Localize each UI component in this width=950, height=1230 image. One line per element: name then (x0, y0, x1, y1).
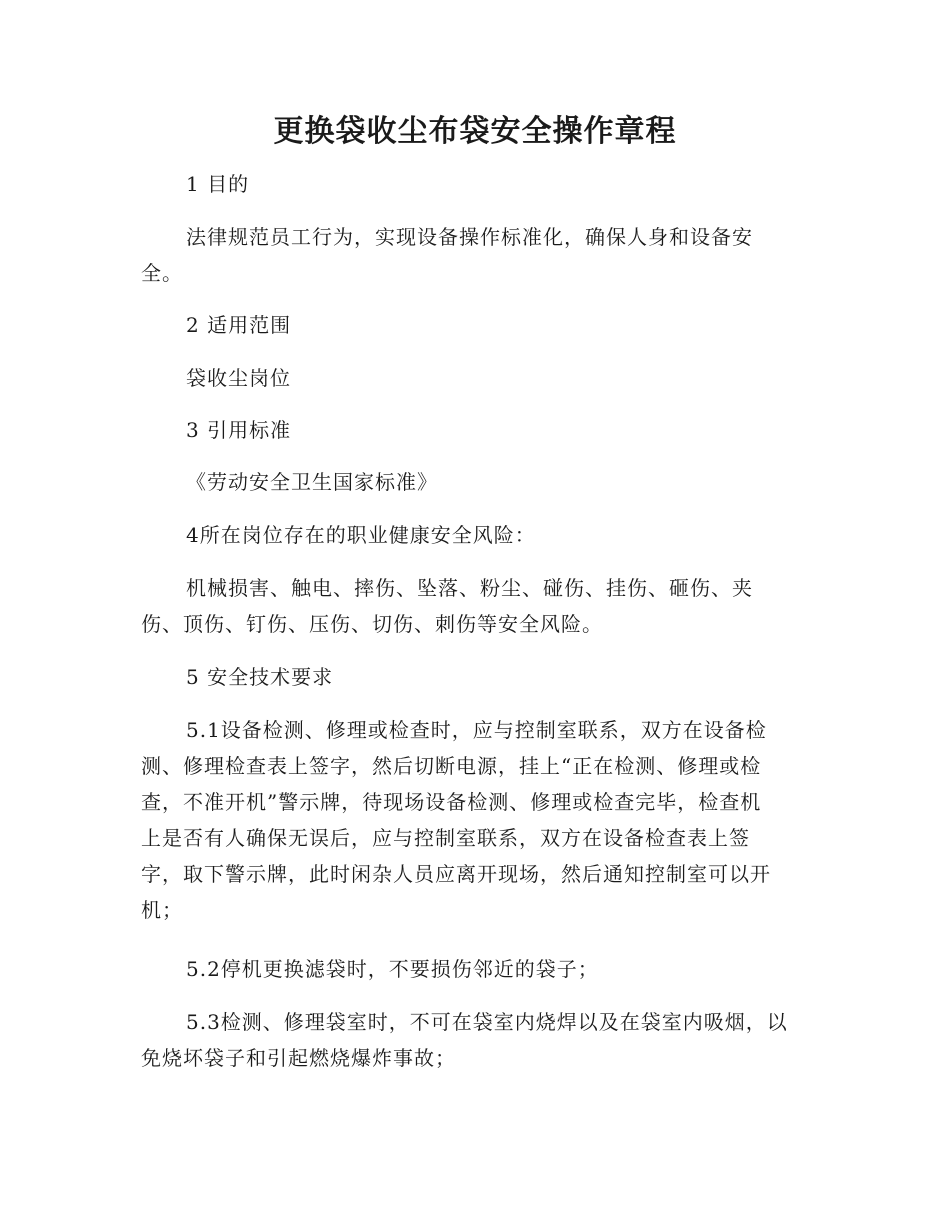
text-line: 5.2停机更换滤袋时，不要损伤邻近的袋子； (186, 957, 599, 981)
paragraph-5-3 (141, 1004, 821, 1076)
section-heading-standards (141, 412, 821, 448)
section-heading-purpose (141, 166, 821, 202)
text-line: 免烧坏袋子和引起燃烧爆炸事故； (141, 1046, 456, 1070)
text-line: 5 安全技术要求 (186, 665, 334, 689)
text-line: 机械损害、触电、摔伤、坠落、粉尘、碰伤、挂伤、砸伤、夹 (186, 576, 753, 600)
text-line: 袋收尘岗位 (186, 366, 291, 390)
paragraph-purpose (141, 219, 821, 291)
text-line: 《劳动安全卫生国家标准》 (186, 470, 438, 494)
text-line: 上是否有人确保无误后，应与控制室联系，双方在设备检查表上签 (141, 826, 750, 850)
text-line: 3 引用标准 (186, 418, 292, 442)
text-line: 字，取下警示牌，此时闲杂人员应离开现场，然后通知控制室可以开 (141, 862, 771, 886)
text-line: 5.1设备检测、修理或检查时，应与控制室联系，双方在设备检 (186, 718, 767, 742)
section-heading-risks (141, 517, 821, 553)
section-heading-safety (141, 659, 821, 695)
text-line: 5.3检测、修理袋室时，不可在袋室内烧焊以及在袋室内吸烟，以 (186, 1010, 788, 1034)
section-heading-scope (141, 307, 821, 343)
paragraph-5-1 (141, 712, 821, 928)
text-line: 伤、顶伤、钉伤、压伤、切伤、刺伤等安全风险。 (141, 612, 603, 636)
paragraph-standards (141, 464, 821, 500)
text-line: 法律规范员工行为，实现设备操作标准化，确保人身和设备安 (186, 225, 753, 249)
paragraph-5-2 (141, 951, 821, 987)
text-line: 4所在岗位存在的职业健康安全风险： (186, 523, 536, 547)
text-line: 2 适用范围 (186, 313, 292, 337)
paragraph-scope (141, 360, 821, 396)
paragraph-risks (141, 570, 821, 642)
text-line: 全。 (141, 261, 183, 285)
text-line: 测、修理检查表上签字，然后切断电源，挂上“正在检测、修理或检 (141, 754, 762, 778)
page-title: 更换袋收尘布袋安全操作章程 (273, 114, 677, 149)
text-line: 查，不准开机”警示牌，待现场设备检测、修理或检查完毕，检查机 (141, 790, 762, 814)
text-line: 1 目的 (186, 172, 250, 196)
text-line: 机； (141, 898, 183, 922)
